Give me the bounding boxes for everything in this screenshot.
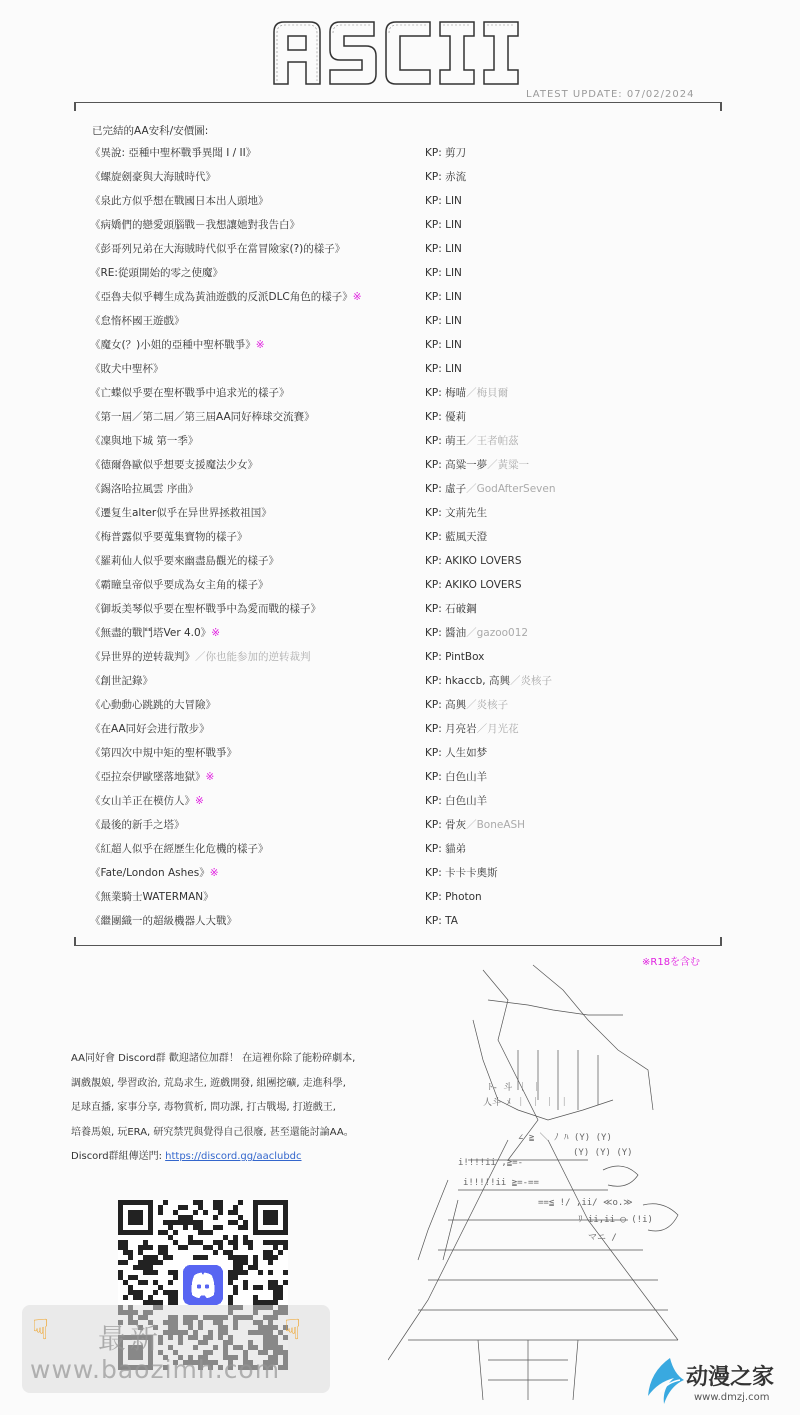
work-title-text: 《RE:從頭開始的零之使魔》 [90,267,223,279]
work-title-text: 《羅莉仙人似乎要來幽盡島觀光的樣子》 [90,555,279,567]
kp-name: KP: LIN [425,243,462,255]
kp-alias: ／炎核子 [466,699,509,711]
kp-name: KP: 月亮岩 [425,723,477,735]
list-item [0,626,800,650]
work-title-text: 《病嬌們的戀愛頭腦戰－我想讓她對我告白》 [90,219,300,231]
kp-name: KP: LIN [425,291,462,303]
work-title-text: 《异世界的逆转裁判》 [90,651,195,663]
kp-credit [425,866,498,880]
kp-credit [425,386,508,400]
list-item [0,482,800,506]
list-item [0,602,800,626]
work-title [90,914,237,928]
discord-icon [183,1265,223,1305]
baozimh-watermark [22,1305,330,1393]
discord-text-line: 調戲靚娘, 學習政治, 荒島求生, 遊戲開發, 組團挖礦, 走進科學, [71,1077,346,1089]
kp-credit [425,650,484,664]
site-url: www.dmzj.com [694,1392,770,1403]
work-title-text: 《創世記錄》 [90,675,153,687]
work-title [90,770,214,784]
kp-name: KP: LIN [425,363,462,375]
list-item [0,290,800,314]
work-title [90,722,210,736]
svg-text:人斗 ﾒ ｜ ｜ ｜ ｜: 人斗 ﾒ ｜ ｜ ｜ ｜ [483,1098,569,1108]
kp-name: KP: 藍風天澄 [425,531,488,543]
svg-text:∠ ≧ ＼ ﾉ ﾊ (Y) (Y): ∠ ≧ ＼ ﾉ ﾊ (Y) (Y) [518,1133,612,1143]
kp-name: KP: 文荊先生 [425,507,488,519]
kp-credit [425,458,529,472]
work-title-text: 《梅普露似乎要蒐集寶物的樣子》 [90,531,248,543]
list-item [0,338,800,362]
kp-credit [425,770,487,784]
work-title [90,866,219,880]
work-title [90,242,345,256]
list-item [0,746,800,770]
list-item [0,434,800,458]
list-item [0,890,800,914]
kp-credit [425,578,522,592]
kp-credit [425,170,466,184]
list-item [0,818,800,842]
kp-credit [425,890,482,904]
ascii-logo [270,18,526,88]
work-title-text: 《女山羊正在模仿人》 [90,795,195,807]
kp-name: KP: 骨灰 [425,819,467,831]
kp-name: KP: 優莉 [425,411,467,423]
work-title-text: 《螺旋劍豪與大海賊時代》 [90,171,216,183]
work-title [90,194,269,208]
latest-update-label: LATEST UPDATE: 07/02/2024 [526,89,695,100]
kp-name: KP: LIN [425,267,462,279]
work-title-text: 《凜與地下城 第一季》 [90,435,199,447]
r18-mark: ※ [209,867,219,879]
kp-alias: ／王者帕茲 [466,435,519,447]
completed-list [0,146,800,938]
list-item [0,650,800,674]
list-item [0,578,800,602]
kp-alias: ／BoneASH [466,819,526,831]
work-title-text: 《霸瞳皇帝似乎要成為女主角的樣子》 [90,579,269,591]
list-item [0,266,800,290]
svg-text:マニ /: マニ / [588,1233,617,1243]
watermark-top-text: 最新 [98,1322,163,1355]
work-title-text: 《Fate/London Ashes》 [90,867,210,879]
kp-credit [425,602,477,616]
work-title [90,386,290,400]
discord-text-line: 培養馬娘, 玩ERA, 研究禁咒與覺得自己很廢, 甚至還能討論AA。 [71,1126,354,1138]
kp-credit [425,314,462,328]
work-title [90,458,258,472]
list-item [0,722,800,746]
kp-name: KP: 高興 [425,699,467,711]
list-item [0,770,800,794]
work-title-text: 《德爾魯歐似乎想要支援魔法少女》 [90,459,258,471]
r18-mark: ※ [211,627,220,639]
kp-credit [425,434,519,448]
svg-text:ﾄ‐ 斗 ｜ ｜: ﾄ‐ 斗 ｜ ｜ [488,1083,542,1093]
kp-credit [425,530,487,544]
work-title-text: 《錫洛哈拉風雲 序曲》 [90,483,199,495]
discord-link-label: Discord群組傳送門: [71,1151,166,1162]
list-item [0,386,800,410]
kp-name: KP: 虛子 [425,483,467,495]
kp-name: KP: 梅喵 [425,387,467,399]
kp-credit [425,698,508,712]
kp-alias: ／炎核子 [509,675,552,687]
work-title-text: 《繼團織一的超級機器人大戰》 [90,915,237,927]
work-title-text: 《在AA同好会进行散步》 [90,723,210,735]
r18-mark: ※ [205,771,215,783]
r18-mark: ※ [255,339,265,351]
kp-credit [425,338,462,352]
kp-name: KP: 貓弟 [425,843,467,855]
kp-name: KP: PintBox [425,651,485,663]
work-title-text: 《亞拉奈伊歐墜落地獄》 [90,771,206,783]
work-title-text: 《魔女(？)小姐的亞種中聖杯戰爭》 [90,339,256,351]
kp-name: KP: 石破鋼 [425,603,477,615]
kp-credit [425,626,528,640]
work-title [90,290,362,304]
kp-name: KP: Photon [425,891,482,903]
kp-credit [425,914,458,928]
work-title-text: 《心動動心跳跳的大冒險》 [90,699,216,711]
kp-credit [425,722,519,736]
kp-credit [425,266,462,280]
kp-name: KP: LIN [425,315,462,327]
work-title-text: 《亞魯夫似乎轉生成為黃油遊戲的反派DLC角色的樣子》 [90,291,353,303]
pointing-hand-icon: ☟ [32,1313,50,1346]
list-item [0,242,800,266]
watermark-url-text: www.baozimh.com [30,1355,281,1384]
work-title [90,482,198,496]
kp-credit [425,842,466,856]
kp-credit [425,194,462,208]
kp-name: KP: 高粱一夢 [425,459,488,471]
work-title [90,362,164,376]
kp-credit [425,146,466,160]
work-title [90,578,269,592]
kp-name: KP: 萌王 [425,435,467,447]
list-item [0,914,800,938]
list-item [0,794,800,818]
kp-name: KP: AKIKO LOVERS [425,579,522,591]
list-item [0,218,800,242]
pointing-hand-icon: ☟ [284,1313,302,1346]
kp-credit [425,482,556,496]
kp-credit [425,746,487,760]
list-item [0,866,800,890]
work-title [90,410,315,424]
svg-text:i!!!!!ii ≧=‐==: i!!!!!ii ≧=‐== [463,1178,539,1188]
work-title-text: 《亡蝶似乎要在聖杯戰爭中追求光的樣子》 [90,387,290,399]
list-item [0,194,800,218]
work-title [90,554,279,568]
kp-name: KP: LIN [425,219,462,231]
work-title [90,674,153,688]
kp-name: KP: hkaccb, 高興 [425,675,510,687]
kp-name: KP: AKIKO LOVERS [425,555,522,567]
site-name: 动漫之家 [686,1365,775,1390]
list-item [0,362,800,386]
work-title [90,506,272,520]
kp-alias: ／黃粱一 [487,459,530,471]
work-title-text: 《遷复生alter似乎在异世界拯救祖国》 [90,507,272,519]
work-title-text: 《泉此方似乎想在戰國日本出人頭地》 [90,195,269,207]
kp-alias: ／gazoo012 [466,627,529,639]
kp-name: KP: LIN [425,195,462,207]
kp-name: KP: 剪刀 [425,147,467,159]
kp-name: KP: 卡卡卡奧斯 [425,867,498,879]
work-title [90,266,223,280]
work-title-text: 《第四次中規中矩的聖杯戰爭》 [90,747,237,759]
discord-text-line: 足球直播, 家事分享, 毒物賞析, 問功課, 打古戰場, 打遊戲王, [71,1102,336,1113]
kp-name: KP: 醬油 [425,627,467,639]
work-title [90,698,216,712]
kp-credit [425,410,466,424]
work-title [90,218,300,232]
kp-credit [425,818,525,832]
work-title-text: 《敗犬中聖杯》 [90,363,164,375]
work-title [90,602,321,616]
work-title-text: 《最後的新手之塔》 [90,819,185,831]
svg-text:i!!!!ii ,≧=‐: i!!!!ii ,≧=‐ [458,1158,524,1168]
work-title [90,794,204,808]
kp-name: KP: 白色山羊 [425,795,488,807]
work-title [90,818,185,832]
kp-name: KP: 白色山羊 [425,771,488,783]
kp-credit [425,554,522,568]
kp-alias: ／GodAfterSeven [466,483,556,495]
kp-name: KP: TA [425,915,458,927]
list-item [0,554,800,578]
discord-invite-link[interactable]: https://discord.gg/aaclubdc [165,1151,302,1162]
kp-alias: ／梅貝爾 [466,387,509,399]
ascii-art-character [388,960,688,1405]
kp-name: KP: LIN [425,339,462,351]
list-bottom-bracket [74,937,722,946]
list-item [0,842,800,866]
r18-mark: ※ [352,291,362,303]
work-title-text: 《紅超人似乎在經歷生化危機的樣子》 [90,843,269,855]
svg-text:==≦ !/ ,ii/ ≪o.≫: ==≦ !/ ,ii/ ≪o.≫ [538,1198,633,1208]
kp-credit [425,362,462,376]
list-heading: 已完結的AA安科/安價圖: [92,125,209,137]
discord-invite-block [71,1047,401,1170]
r18-note: ※R18を含む [642,957,701,968]
list-item [0,170,800,194]
kp-credit [425,674,552,688]
list-top-bracket [74,102,722,111]
work-title [90,746,237,760]
work-title-text: 《彭哥列兄弟在大海賊時代似乎在當冒險家(?)的樣子》 [90,243,346,255]
kp-credit [425,290,462,304]
list-item [0,410,800,434]
r18-mark: ※ [195,795,204,807]
work-title-text: 《無業騎士WATERMAN》 [90,891,214,903]
work-subtitle: ／你也能参加的逆转裁判 [195,651,311,663]
work-title [90,314,185,328]
list-item [0,146,800,170]
work-title [90,434,198,448]
kp-credit [425,506,487,520]
work-title [90,650,311,664]
work-title [90,842,269,856]
discord-text-line: AA同好會 Discord群 歡迎諸位加群！ 在這裡你除了能粉碎劇本, [71,1053,356,1064]
kp-name: KP: 赤流 [425,171,467,183]
svg-text:ﾘ ii,ii ◯ (!i): ﾘ ii,ii ◯ (!i) [578,1215,653,1225]
kp-credit [425,794,487,808]
list-item [0,698,800,722]
work-title-text: 《御坂美琴似乎要在聖杯戰爭中為愛而戰的樣子》 [90,603,321,615]
kp-alias: ／月光花 [476,723,519,735]
list-item [0,506,800,530]
work-title [90,890,214,904]
work-title [90,170,216,184]
kp-credit [425,218,462,232]
work-title [90,530,248,544]
list-item [0,674,800,698]
list-item [0,314,800,338]
work-title [90,626,220,640]
kp-name: KP: 人生如梦 [425,747,488,759]
work-title [90,146,256,160]
kp-credit [425,242,462,256]
list-item [0,530,800,554]
work-title-text: 《異說: 亞種中聖杯戰爭異聞 I / II》 [90,147,257,159]
work-title-text: 《第一屆／第二屆／第三屆AA同好棒球交流賽》 [90,411,315,423]
svg-text:(Y) (Y) (Y): (Y) (Y) (Y) [573,1148,633,1158]
list-item [0,458,800,482]
work-title [90,338,265,352]
work-title-text: 《無盡的戰鬥塔Ver 4.0》 [90,627,212,639]
work-title-text: 《怠惰杯國王遊戲》 [90,315,185,327]
discord-link-line [71,1145,401,1170]
